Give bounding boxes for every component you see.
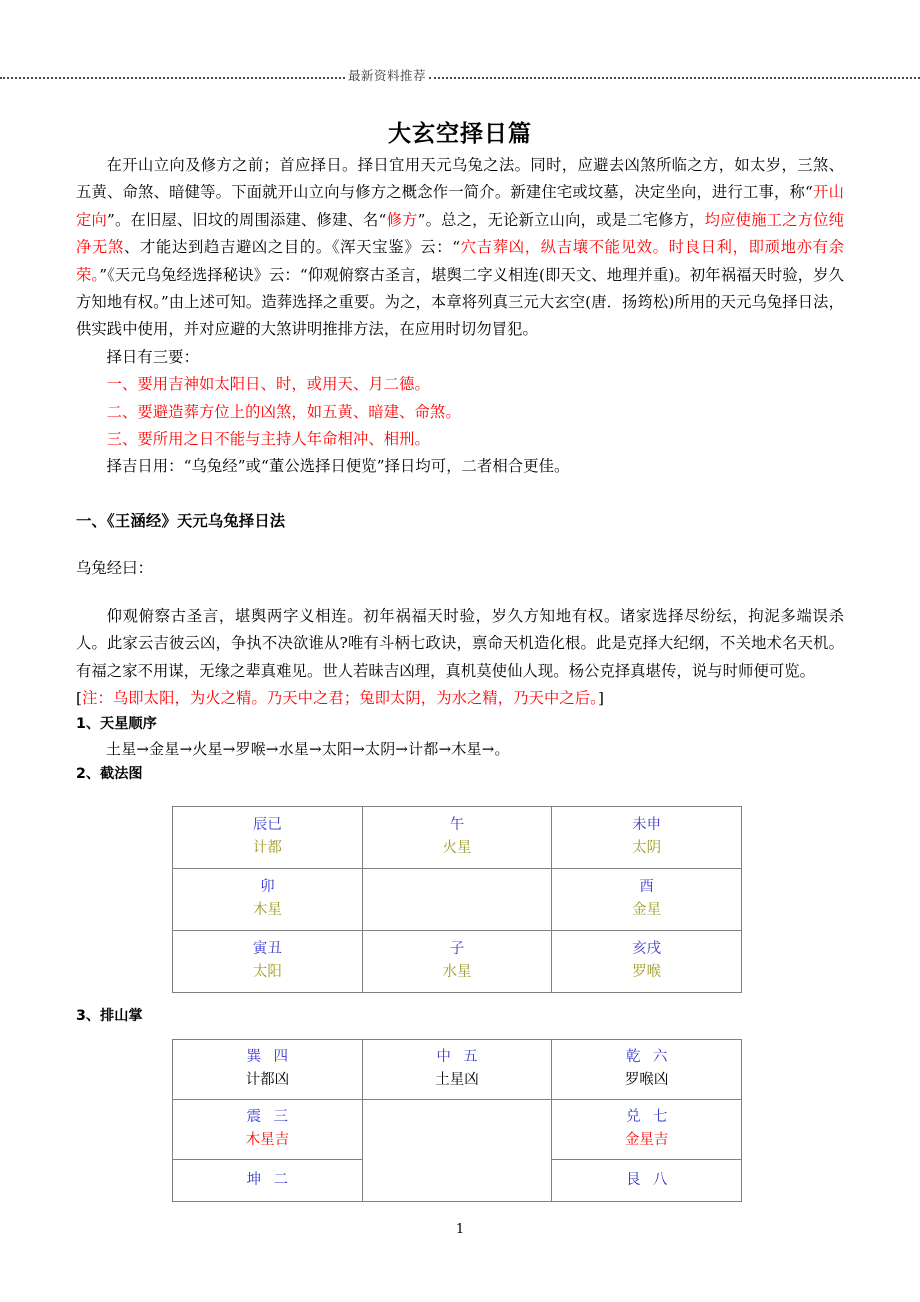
table-row [173, 1040, 742, 1100]
table-row [173, 807, 742, 869]
intro-red-chunjingwusha: 均应使施工之方位纯净无煞 [76, 210, 845, 257]
table-row [173, 1100, 742, 1160]
three-requirements-lead: 择日有三要： [106, 347, 199, 366]
branch-label: 午 [449, 817, 465, 834]
intro-text-3: ”。总之，无论新立山向，或是二宅修方， [417, 210, 705, 229]
trigram-number: 四 [273, 1049, 288, 1066]
note-open-bracket: [ [76, 688, 83, 707]
subsection-heading-1: 1、天星顺序 [76, 716, 157, 733]
requirement-item-3: 三、要所用之日不能与主持人年命相冲、相刑。 [106, 430, 430, 449]
trigram-label [367, 1046, 548, 1069]
jiefatu-table-wrapper [76, 806, 844, 993]
star-label: 太阳 [252, 964, 282, 981]
jiefatu-cell-r3c2 [362, 931, 552, 993]
section-heading-1: 一、《王涵经》天元乌兔择日法 [76, 511, 286, 530]
jiefatu-cell-r3c1 [173, 931, 363, 993]
star-label: 计都 [252, 840, 282, 857]
trigram-label [556, 1046, 737, 1069]
spacer-before-scripture [76, 583, 844, 603]
trigram-name: 坤 [246, 1171, 262, 1188]
intro-text-2: ”。在旧屋、旧坟的周围添建、修建、名“ [107, 210, 387, 229]
subsection-heading-3: 3、排山掌 [76, 1008, 143, 1025]
spacer-after-section-heading [76, 535, 844, 555]
choose-date-line: 择吉日用：“乌兔经”或“董公选择日便览”择日均可，二者相合更佳。 [106, 457, 570, 476]
document-body [76, 152, 844, 1202]
star-status-label: 罗喉凶 [624, 1072, 669, 1089]
spacer-after-table-1 [76, 993, 844, 1004]
header-dotted-rule-left [0, 77, 345, 80]
scripture-paragraph: 仰观俯察古圣言，堪舆两字义相连。初年祸福天时验，岁久方知地有权。诸家选择尽纷纭，拘泥多端误杀人。此家云吉彼云凶，争执不决欲谁从?唯有斗柄七政诀，禀命天机造化根。此是克择大纪纲，不关地术名天机。有福之家不用谋，无缘之辈真难见。世人若昧吉凶理，真机莫使仙人现。杨公克择真堪传，说与时师便可览。 [76, 606, 844, 680]
table-row [173, 869, 742, 931]
trigram-number: 五 [463, 1049, 478, 1066]
requirement-item-1: 一、要用吉神如太阳日、时，或用天、月二德。 [106, 375, 430, 394]
branch-label: 卯 [260, 879, 275, 896]
paishanzhang-cell-xun [173, 1040, 363, 1100]
spacer-before-section-1 [76, 481, 844, 508]
paishanzhang-table [172, 1039, 742, 1202]
header-dotted-rule-right [429, 77, 920, 80]
page-number: 1 [455, 1222, 465, 1237]
paishanzhang-cell-dui [552, 1100, 742, 1160]
trigram-name: 兑 [626, 1109, 641, 1126]
table-row [173, 931, 742, 993]
jiefatu-cell-r3c3 [552, 931, 742, 993]
requirement-item-2: 二、要避造葬方位上的凶煞，如五黄、暗建、命煞。 [106, 402, 461, 421]
intro-red-xiufang: 修方 [386, 210, 418, 229]
star-status-label: 土星凶 [435, 1072, 479, 1089]
jiefatu-cell-r1c1 [173, 807, 363, 869]
intro-red-kaishandingxiang: 开山定向 [76, 183, 845, 229]
star-sequence-line: 土星→金星→火星→罗喉→水星→太阳→太阴→计都→木星→。 [106, 740, 510, 759]
subsection-heading-2: 2、截法图 [76, 766, 143, 783]
star-status-label: 木星吉 [245, 1132, 290, 1149]
paishanzhang-cell-kun [173, 1160, 363, 1202]
jiefatu-cell-r2c1 [173, 869, 363, 931]
intro-red-quote: 穴吉葬凶，纵吉壤不能见效。时良日利，即顽地亦有余荣。 [76, 238, 844, 284]
paishanzhang-cell-center-empty [362, 1100, 552, 1202]
spacer-before-table-2 [76, 1028, 844, 1039]
jiefatu-cell-r2c2-empty [362, 869, 552, 931]
branch-label: 亥戌 [632, 941, 662, 958]
running-header [0, 62, 920, 88]
trigram-name: 艮 [626, 1171, 641, 1188]
trigram-number: 六 [652, 1049, 668, 1066]
star-status-label: 金星吉 [624, 1132, 669, 1149]
star-label: 太阴 [632, 840, 662, 857]
jiefatu-cell-r2c3 [552, 869, 742, 931]
branch-label: 辰已 [252, 817, 282, 834]
trigram-label [177, 1046, 358, 1069]
intro-text-1: 在开山立向及修方之前；首应择日。择日宜用天元乌兔之法。同时，应避去凶煞所临之方，如太岁，三煞、五黄、命煞、暗健等。下面就开山立向与修方之概念作一简介。新建住宅或坟墓，决定坐向，进行工事，称“ [76, 156, 844, 202]
trigram-number: 三 [273, 1109, 288, 1126]
note-red-text: 注：乌即太阳，为火之精。乃天中之君；兔即太阴，为水之精，乃天中之后。 [82, 688, 598, 707]
intro-text-4: 、才能达到趋吉避凶之目的。《浑天宝鉴》云：“ [123, 238, 461, 257]
jiefatu-cell-r1c3 [552, 807, 742, 869]
star-label: 木星 [252, 902, 282, 919]
jiefatu-table [172, 806, 742, 993]
jiefatu-cell-r1c2 [362, 807, 552, 869]
note-close-bracket: ] [597, 688, 605, 707]
star-label: 火星 [442, 840, 472, 857]
paishanzhang-cell-zhen [173, 1100, 363, 1160]
branch-label: 酉 [639, 879, 654, 896]
trigram-label [556, 1169, 737, 1192]
page-title: 大玄空择日篇 [388, 121, 532, 148]
intro-text-5: ”《天元乌兔经选择秘诀》云：“仰观俯察古圣言，堪舆二字义相连(即天文、地理并重)。初年祸福天时验，岁久方知地有权。”由上述可知。造葬选择之重要。为之，本章将列真三元大玄空(唐．扬筠松)所用的天元乌兔择日法，供实践中使用，并对应避的大煞讲明推排方法，在应用时切勿冒犯。 [76, 265, 844, 339]
paishanzhang-cell-gen [552, 1160, 742, 1202]
star-label: 罗喉 [632, 964, 662, 981]
scripture-lead: 乌兔经曰： [76, 559, 153, 578]
trigram-number: 二 [273, 1171, 288, 1188]
trigram-number: 八 [652, 1171, 668, 1188]
star-label: 水星 [442, 964, 472, 981]
paishanzhang-cell-qian [552, 1040, 742, 1100]
trigram-name: 巽 [246, 1049, 262, 1066]
trigram-name: 乾 [626, 1049, 641, 1066]
paishanzhang-table-wrapper [76, 1039, 844, 1202]
trigram-label [556, 1106, 737, 1129]
scripture-note [76, 685, 844, 712]
branch-label: 未申 [632, 817, 662, 834]
paishanzhang-cell-zhong [362, 1040, 552, 1100]
spacer-before-table-1 [76, 786, 844, 806]
branch-label: 子 [449, 941, 465, 958]
star-status-label: 计都凶 [245, 1072, 290, 1089]
header-text: 最新资料推荐 [348, 68, 427, 83]
trigram-number: 七 [652, 1109, 668, 1126]
trigram-label [177, 1106, 358, 1129]
trigram-name: 中 [436, 1049, 451, 1066]
branch-label: 寅丑 [252, 941, 282, 958]
trigram-name: 震 [246, 1109, 262, 1126]
intro-paragraph [76, 152, 844, 344]
star-label: 金星 [632, 902, 662, 919]
trigram-label [177, 1169, 358, 1192]
